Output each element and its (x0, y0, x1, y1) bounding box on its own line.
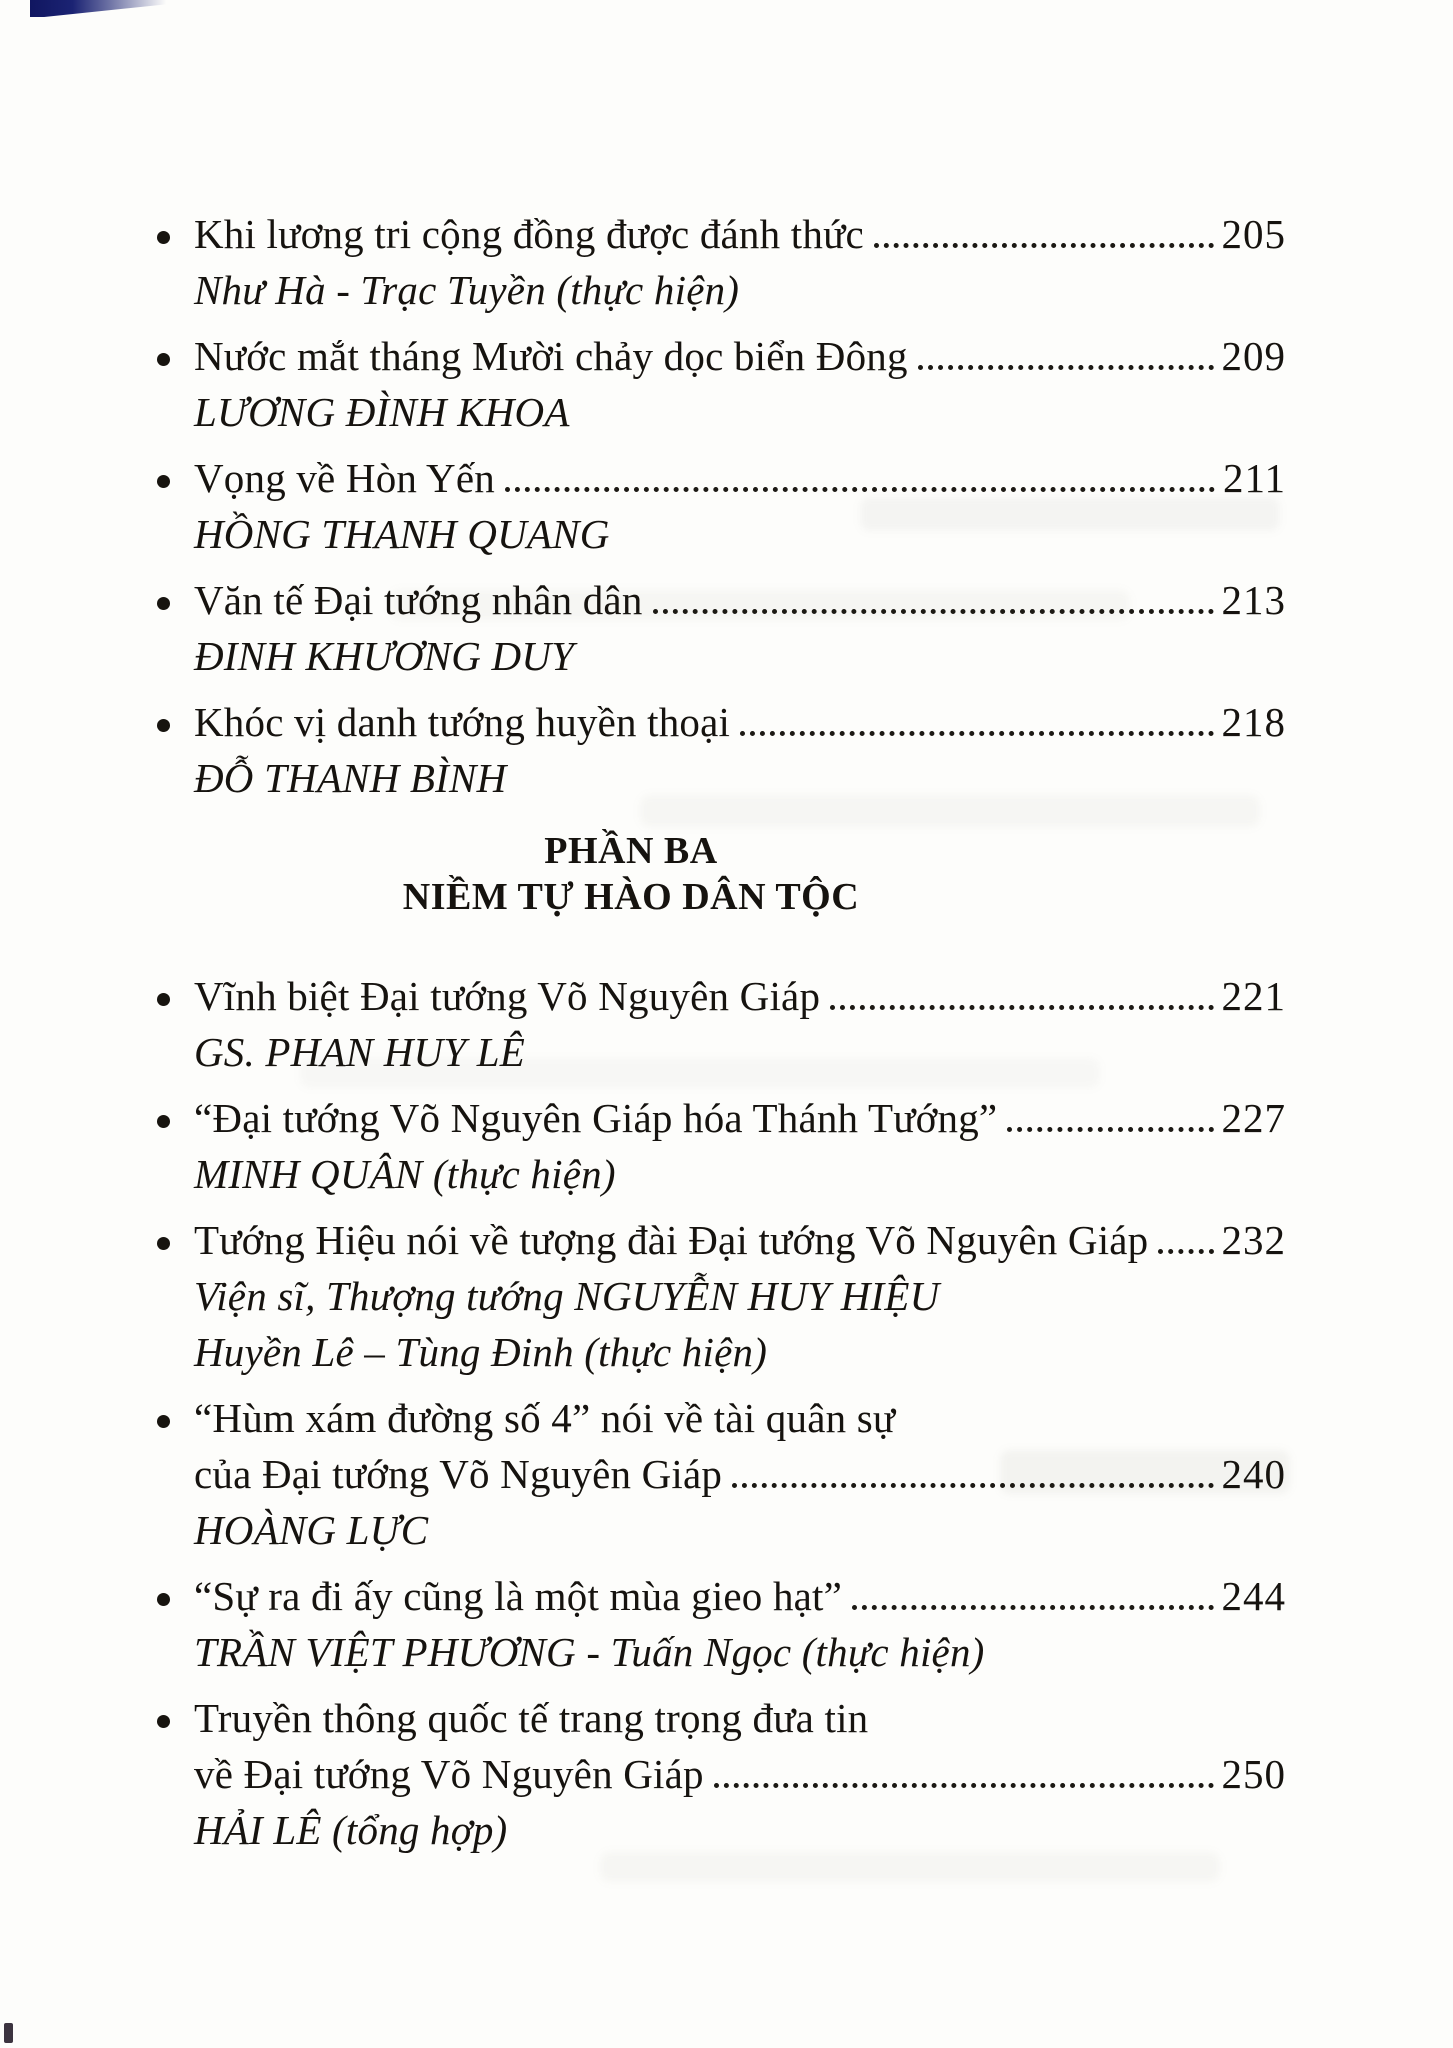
bullet-icon (150, 1090, 194, 1146)
toc-entry-title-row (150, 450, 1286, 506)
dotted-leader (918, 365, 1214, 370)
toc-entry-title-row (150, 694, 1286, 750)
dotted-leader (740, 731, 1213, 736)
toc-entry-page-number: 221 (1221, 973, 1286, 1019)
toc-entry-page-number: 244 (1221, 1573, 1286, 1619)
toc-entry-page-number: 227 (1221, 1095, 1286, 1141)
toc-entry-title: “Hùm xám đường số 4” nói về tài quân sự (194, 1395, 896, 1441)
bullet-icon (150, 694, 194, 750)
toc-entry (150, 694, 1286, 806)
dotted-leader (874, 243, 1214, 248)
bullet-icon (150, 1568, 194, 1624)
dotted-leader (1158, 1249, 1213, 1254)
dotted-leader (653, 609, 1214, 614)
toc-entry-author: ĐỖ THANH BÌNH (194, 755, 507, 801)
bullet-icon (150, 450, 194, 506)
toc-entry-title: Văn tế Đại tướng nhân dân (194, 577, 643, 623)
toc-entry-page-number: 205 (1221, 211, 1286, 257)
toc-entry-title: Vĩnh biệt Đại tướng Võ Nguyên Giáp (194, 973, 821, 1019)
scan-artifact-speck (4, 2023, 13, 2043)
toc-entry-title-row (150, 1390, 1286, 1446)
toc-entry-title-row (150, 206, 1286, 262)
toc-entry-author: HỒNG THANH QUANG (194, 511, 610, 557)
toc-entry-title: “Đại tướng Võ Nguyên Giáp hóa Thánh Tướng” (194, 1095, 998, 1141)
toc-entry-title-row (150, 968, 1286, 1024)
section-heading-line: NIỀM TỰ HÀO DÂN TỘC (402, 876, 860, 918)
toc-entry-title-row (150, 572, 1286, 628)
toc-entry-author: HOÀNG LỰC (194, 1507, 429, 1553)
toc-entry (150, 1690, 1286, 1858)
bullet-icon (150, 572, 194, 628)
toc-entry-page-number: 240 (1221, 1451, 1286, 1497)
toc-entry (150, 1390, 1286, 1558)
section-heading (150, 828, 1112, 920)
toc-entry-page-number: 209 (1221, 333, 1286, 379)
dotted-leader (732, 1483, 1213, 1488)
toc-entry-page-number: 211 (1223, 455, 1286, 501)
toc-entry-author: MINH QUÂN (thực hiện) (194, 1151, 616, 1197)
toc-entry-author: LƯƠNG ĐÌNH KHOA (194, 389, 570, 435)
toc-entry-title: “Sự ra đi ấy cũng là một mùa gieo hạt” (194, 1573, 843, 1619)
toc-entry-title: Truyền thông quốc tế trang trọng đưa tin (194, 1695, 869, 1741)
toc-entry-page-number: 218 (1221, 699, 1286, 745)
toc-entry-author: GS. PHAN HUY LÊ (194, 1029, 526, 1075)
toc-entry-title-row (150, 1690, 1286, 1746)
toc-entry (150, 450, 1286, 562)
toc-entry-author: ĐINH KHƯƠNG DUY (194, 633, 575, 679)
bullet-icon (150, 206, 194, 262)
table-of-contents (150, 206, 1286, 1868)
toc-entry-author: Như Hà - Trạc Tuyền (thực hiện) (194, 267, 740, 313)
toc-entry-title: của Đại tướng Võ Nguyên Giáp (194, 1451, 723, 1497)
toc-entry-title: về Đại tướng Võ Nguyên Giáp (194, 1751, 704, 1797)
dotted-leader (505, 487, 1215, 492)
dotted-leader (1007, 1127, 1213, 1132)
toc-entry-title-row (150, 1090, 1286, 1146)
toc-entry-title: Nước mắt tháng Mười chảy dọc biển Đông (194, 333, 908, 379)
toc-entry-author: Huyền Lê – Tùng Đinh (thực hiện) (194, 1329, 768, 1375)
section-heading-line: PHẦN BA (544, 830, 718, 872)
toc-entry-title: Vọng về Hòn Yến (194, 455, 495, 501)
bullet-icon (150, 968, 194, 1024)
toc-entry-title-row (150, 1212, 1286, 1268)
bullet-icon (150, 1212, 194, 1268)
dotted-leader (714, 1783, 1214, 1788)
toc-entry-title: Tướng Hiệu nói về tượng đài Đại tướng Võ Nguyên Giáp (194, 1217, 1149, 1263)
toc-entry (150, 1212, 1286, 1380)
bullet-icon (150, 1446, 194, 1502)
toc-entry (150, 968, 1286, 1080)
toc-entry-title-row (150, 1568, 1286, 1624)
toc-entry-page-number: 213 (1221, 577, 1286, 623)
toc-entry-page-number: 232 (1221, 1217, 1286, 1263)
toc-entry-page-number: 250 (1221, 1751, 1286, 1797)
dotted-leader (830, 1005, 1213, 1010)
bullet-icon (150, 328, 194, 384)
toc-entry-author: HẢI LÊ (tổng hợp) (194, 1807, 508, 1853)
bullet-icon (150, 1690, 194, 1746)
toc-entry (150, 1090, 1286, 1202)
toc-entry (150, 572, 1286, 684)
toc-entry-title: Khóc vị danh tướng huyền thoại (194, 699, 731, 745)
toc-entry (150, 1568, 1286, 1680)
toc-entry-author: TRẦN VIỆT PHƯƠNG - Tuấn Ngọc (thực hiện) (194, 1629, 985, 1675)
toc-entry-title-row (150, 1746, 1286, 1802)
scan-artifact-corner (30, 0, 172, 17)
toc-entry (150, 206, 1286, 318)
dotted-leader (852, 1605, 1213, 1610)
toc-entry-title: Khi lương tri cộng đồng được đánh thức (194, 211, 864, 257)
bullet-icon (150, 1746, 194, 1802)
bullet-icon (150, 1390, 194, 1446)
toc-entry-author: Viện sĩ, Thượng tướng NGUYỄN HUY HIỆU (194, 1273, 940, 1319)
toc-entry-title-row (150, 328, 1286, 384)
toc-entry-title-row (150, 1446, 1286, 1502)
toc-entry (150, 328, 1286, 440)
